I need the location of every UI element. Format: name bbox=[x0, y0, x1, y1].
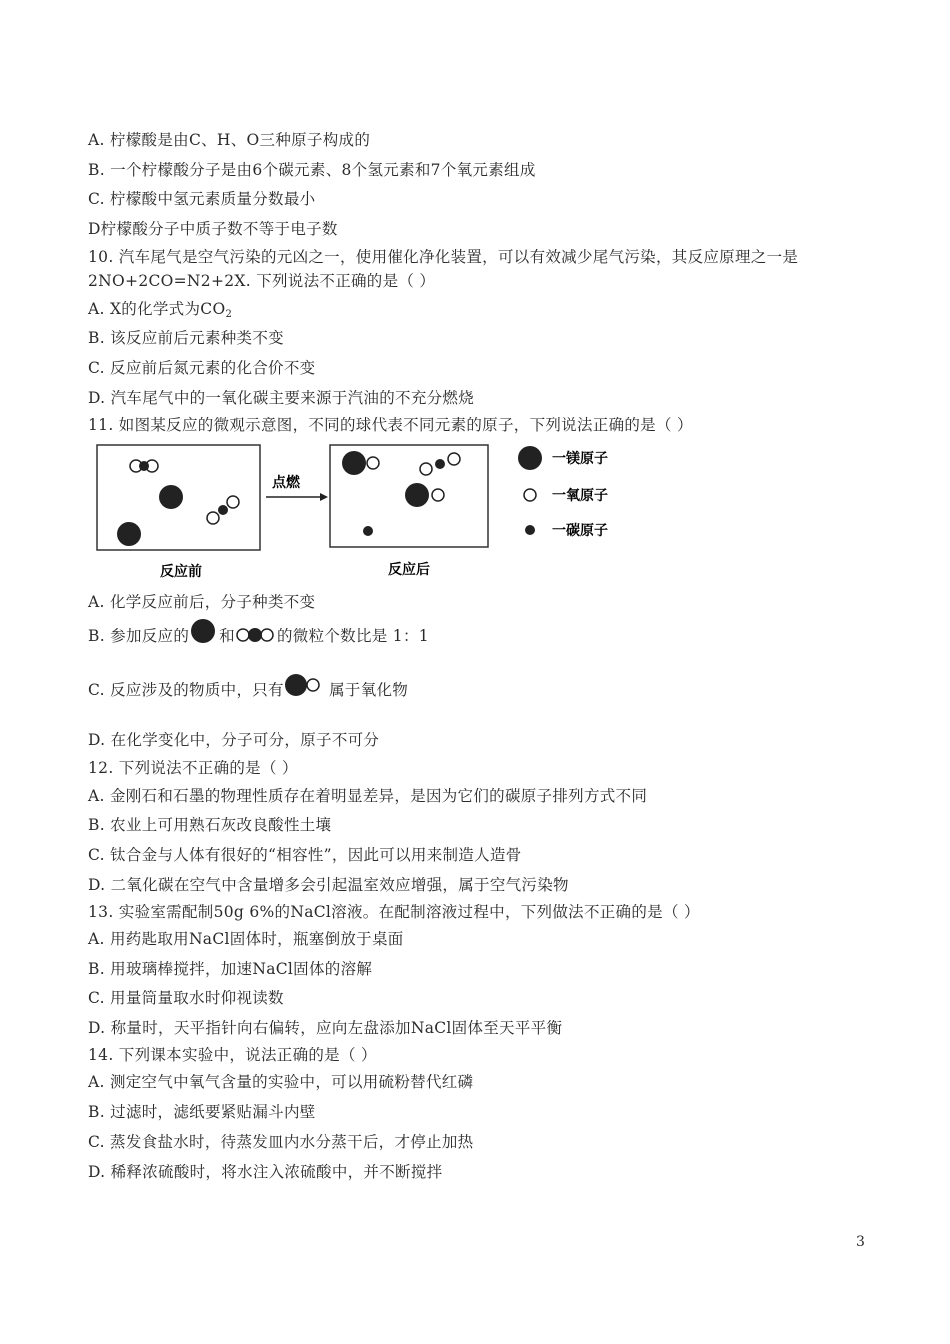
co2-molecule-before-2 bbox=[207, 496, 239, 524]
q14-stem: 14. 下列课本实验中，说法正确的是（ ） bbox=[88, 1046, 377, 1064]
co2-molecule-icon bbox=[235, 617, 277, 657]
mgo-molecule-after-2 bbox=[405, 483, 444, 507]
q11-option-b-text3: 的微粒个数比是 1：1 bbox=[276, 627, 429, 645]
mg-atom-icon bbox=[189, 617, 219, 657]
q11-option-d: D. 在化学变化中，分子可分，原子不可分 bbox=[88, 731, 380, 749]
legend-c-label: 一碳原子 bbox=[552, 523, 608, 539]
q14-option-c: C. 蒸发食盐水时，待蒸发皿内水分蒸干后，才停止加热 bbox=[88, 1133, 474, 1151]
q12-option-b: B. 农业上可用熟石灰改良酸性土壤 bbox=[88, 816, 332, 834]
legend-mg-label: 一镁原子 bbox=[552, 451, 608, 467]
q11-option-b-text2: 和 bbox=[219, 627, 235, 645]
q10-stem-line2: 2NO+2CO=N2+2X. 下列说法不正确的是（ ） bbox=[88, 272, 436, 290]
legend-o-label: 一氧原子 bbox=[552, 488, 608, 504]
q11-option-c-text2: 属于氧化物 bbox=[323, 681, 409, 699]
q13-option-c: C. 用量筒量取水时仰视读数 bbox=[88, 989, 284, 1007]
q14-option-d: D. 稀释浓硫酸时，将水注入浓硫酸中，并不断搅拌 bbox=[88, 1163, 443, 1181]
q12-option-a: A. 金刚石和石墨的物理性质存在着明显差异，是因为它们的碳原子排列方式不同 bbox=[88, 787, 648, 805]
q9-option-a: A. 柠檬酸是由C、H、O三种原子构成的 bbox=[88, 131, 371, 149]
q9-option-c: C. 柠檬酸中氢元素质量分数最小 bbox=[88, 190, 316, 208]
page-number: 3 bbox=[856, 1234, 865, 1250]
q11-option-c-text1: C. 反应涉及的物质中，只有 bbox=[88, 681, 284, 699]
q14-option-b: B. 过滤时，滤纸要紧贴漏斗内壁 bbox=[88, 1103, 316, 1121]
carbon-atom-after bbox=[363, 526, 373, 536]
q10-option-b: B. 该反应前后元素种类不变 bbox=[88, 329, 284, 347]
q10-option-a bbox=[88, 299, 232, 325]
q11-option-b bbox=[88, 616, 429, 656]
q12-stem: 12. 下列说法不正确的是（ ） bbox=[88, 759, 298, 777]
q12-option-d: D. 二氧化碳在空气中含量增多会引起温室效应增强，属于空气污染物 bbox=[88, 876, 569, 894]
legend-mg-icon bbox=[518, 446, 542, 470]
arrow-label: 点燃 bbox=[272, 475, 300, 491]
q11-option-b-text1: B. 参加反应的 bbox=[88, 627, 190, 645]
legend-c-icon bbox=[525, 525, 535, 535]
q10-option-a-subscript: 2 bbox=[225, 309, 233, 320]
co2-molecule-before bbox=[130, 460, 158, 472]
q11-option-a: A. 化学反应前后，分子种类不变 bbox=[88, 593, 316, 611]
q11-option-c bbox=[88, 670, 408, 710]
q14-option-a: A. 测定空气中氧气含量的实验中，可以用硫粉替代红磷 bbox=[88, 1073, 474, 1091]
q10-option-c: C. 反应前后氮元素的化合价不变 bbox=[88, 359, 316, 377]
mg-atom-before-2 bbox=[117, 522, 141, 546]
q10-option-d: D. 汽车尾气中的一氧化碳主要来源于汽油的不充分燃烧 bbox=[88, 389, 475, 407]
q11-stem: 11. 如图某反应的微观示意图，不同的球代表不同元素的原子，下列说法正确的是（ ） bbox=[88, 416, 693, 434]
mgo-molecule-icon bbox=[284, 671, 324, 711]
q13-option-d: D. 称量时，天平指针向右偏转，应向左盘添加NaCl固体至天平平衡 bbox=[88, 1019, 563, 1037]
reaction-micro-diagram bbox=[88, 440, 648, 590]
q10-stem-line1: 10. 汽车尾气是空气污染的元凶之一，使用催化净化装置，可以有效减少尾气污染，其反应原理之一是 bbox=[88, 248, 799, 266]
q13-option-b: B. 用玻璃棒搅拌，加速NaCl固体的溶解 bbox=[88, 960, 373, 978]
co2-molecule-after bbox=[420, 453, 460, 475]
mg-atom-before-1 bbox=[159, 485, 183, 509]
q9-option-d: D柠檬酸分子中质子数不等于电子数 bbox=[88, 220, 338, 238]
q13-option-a: A. 用药匙取用NaCl固体时，瓶塞倒放于桌面 bbox=[88, 930, 404, 948]
q10-option-a-text: A. X的化学式为CO bbox=[88, 300, 226, 318]
q9-option-b: B. 一个柠檬酸分子是由6个碳元素、8个氢元素和7个氧元素组成 bbox=[88, 161, 536, 179]
before-label: 反应前 bbox=[160, 564, 202, 580]
legend-o-icon bbox=[524, 489, 536, 501]
q12-option-c: C. 钛合金与人体有很好的“相容性”，因此可以用来制造人造骨 bbox=[88, 846, 522, 864]
mgo-molecule-after-1 bbox=[342, 451, 379, 475]
q13-stem: 13. 实验室需配制50g 6%的NaCl溶液。在配制溶液过程中，下列做法不正确的是（ ） bbox=[88, 903, 700, 921]
after-label: 反应后 bbox=[388, 562, 430, 578]
